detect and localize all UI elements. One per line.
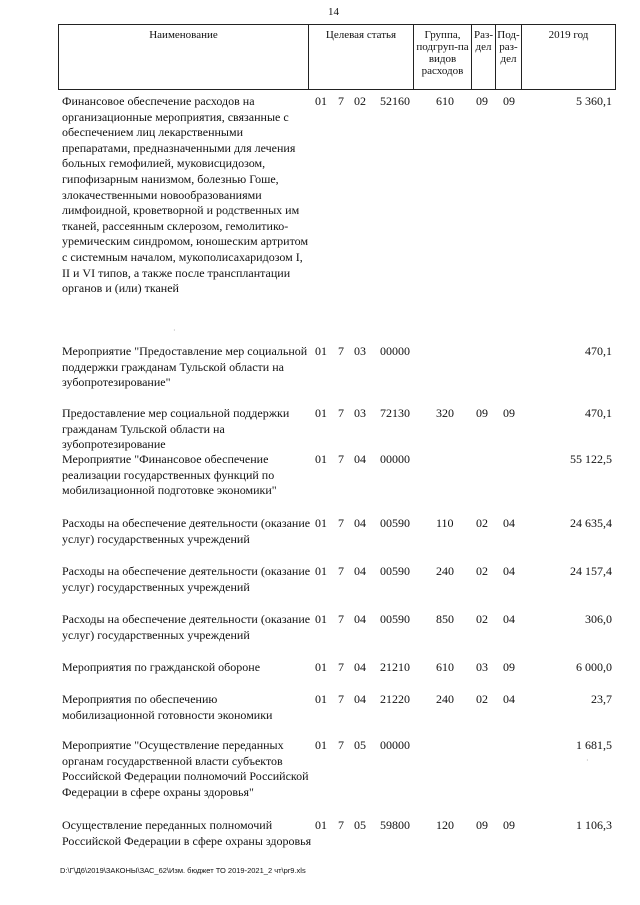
- target-code-direction: 00590: [380, 612, 410, 626]
- section-code: 09: [476, 818, 488, 832]
- section-code: 02: [476, 692, 488, 706]
- target-code-type: 7: [338, 738, 344, 752]
- subsection-code: 09: [503, 818, 515, 832]
- amount-2019: 23,7: [591, 692, 612, 706]
- target-code-program: 01: [315, 660, 327, 674]
- header-group: Группа, подгруп-па видов расходов: [413, 25, 471, 89]
- section-code: 09: [476, 94, 488, 108]
- target-code-type: 7: [338, 516, 344, 530]
- file-path-footer: D:\Г\Д6\2019\ЗАКОНЫ\ЗАС_62\Изм. бюджет ТО 2019-2021_2 чт\pr9.xls: [60, 866, 306, 875]
- expense-group: 120: [436, 818, 454, 832]
- row-name: Мероприятия по гражданской обороне: [62, 660, 261, 674]
- target-code-direction: 00590: [380, 564, 410, 578]
- target-code-program: 01: [315, 612, 327, 626]
- amount-2019: 6 000,0: [576, 660, 612, 674]
- amount-2019: 1 106,3: [576, 818, 612, 832]
- row-name: Расходы на обеспечение деятельности (оказание услуг) государственных учреждений: [62, 564, 311, 594]
- expense-group: 320: [436, 406, 454, 420]
- target-code-direction: 00590: [380, 516, 410, 530]
- scan-speck: ·: [173, 326, 176, 335]
- row-name: Мероприятие "Предоставление мер социальной поддержки гражданам Тульской области на зубопротезирование": [62, 344, 308, 390]
- amount-2019: 470,1: [585, 406, 612, 420]
- subsection-code: 04: [503, 612, 515, 626]
- target-code-direction: 00000: [380, 344, 410, 358]
- row-name: Мероприятие "Финансовое обеспечение реализации государственных функций по мобилизационной подготовке экономики": [62, 452, 277, 498]
- target-code-event: 04: [354, 612, 366, 626]
- subsection-code: 09: [503, 660, 515, 674]
- target-code-event: 02: [354, 94, 366, 108]
- target-code-event: 04: [354, 516, 366, 530]
- target-code-event: 03: [354, 344, 366, 358]
- target-code-program: 01: [315, 406, 327, 420]
- target-code-type: 7: [338, 564, 344, 578]
- scan-speck: ·: [586, 756, 589, 765]
- table-header: [58, 24, 616, 90]
- target-code-direction: 59800: [380, 818, 410, 832]
- amount-2019: 1 681,5: [576, 738, 612, 752]
- target-code-program: 01: [315, 516, 327, 530]
- target-code-program: 01: [315, 692, 327, 706]
- subsection-code: 04: [503, 564, 515, 578]
- target-code-direction: 21210: [380, 660, 410, 674]
- section-code: 02: [476, 516, 488, 530]
- target-code-type: 7: [338, 94, 344, 108]
- subsection-code: 04: [503, 692, 515, 706]
- amount-2019: 470,1: [585, 344, 612, 358]
- target-code-type: 7: [338, 612, 344, 626]
- target-code-program: 01: [315, 818, 327, 832]
- target-code-direction: 00000: [380, 452, 410, 466]
- amount-2019: 24 635,4: [570, 516, 612, 530]
- section-code: 02: [476, 612, 488, 626]
- expense-group: 240: [436, 564, 454, 578]
- target-code-direction: 52160: [380, 94, 410, 108]
- target-code-direction: 00000: [380, 738, 410, 752]
- target-code-event: 04: [354, 564, 366, 578]
- subsection-code: 04: [503, 516, 515, 530]
- section-code: 09: [476, 406, 488, 420]
- target-code-program: 01: [315, 344, 327, 358]
- target-code-event: 03: [354, 406, 366, 420]
- page-number: 14: [328, 6, 339, 18]
- target-code-direction: 72130: [380, 406, 410, 420]
- target-code-event: 05: [354, 738, 366, 752]
- target-code-event: 04: [354, 660, 366, 674]
- row-name: Расходы на обеспечение деятельности (оказание услуг) государственных учреждений: [62, 612, 311, 642]
- header-subsection: Под-раз-дел: [495, 25, 521, 89]
- target-code-program: 01: [315, 94, 327, 108]
- target-code-type: 7: [338, 344, 344, 358]
- header-name: Наименование: [58, 25, 308, 89]
- header-target: Целевая статья: [308, 25, 413, 89]
- amount-2019: 306,0: [585, 612, 612, 626]
- row-name: Мероприятие "Осуществление переданных органам государственной власти субъектов Российской Федерации полномочий Российской Федерации в сфере охраны здоровья": [62, 738, 309, 799]
- target-code-program: 01: [315, 738, 327, 752]
- header-year: 2019 год: [521, 25, 616, 89]
- target-code-event: 04: [354, 692, 366, 706]
- expense-group: 850: [436, 612, 454, 626]
- target-code-event: 04: [354, 452, 366, 466]
- expense-group: 110: [436, 516, 454, 530]
- target-code-type: 7: [338, 660, 344, 674]
- row-name: Финансовое обеспечение расходов на организационные мероприятия, связанные с обеспечением лиц лекарственными препаратами, предназначенными для лечения больных гемофилией, муковисцидозом, гипофизарным нанизмом, болезнью Гоше, злокачественными новообразованиями лимфоидной, кроветворной и родственных им тканей, рассеянным склерозом, гемолитико-уремическим синдромом, юношеским артритом с системным началом, мукополисахаридозом I, II и VI типов, а также после трансплантации органов и (или) тканей: [62, 94, 309, 296]
- row-name: Осуществление переданных полномочий Российской Федерации в сфере охраны здоровья: [62, 818, 312, 848]
- target-code-type: 7: [338, 692, 344, 706]
- expense-group: 610: [436, 94, 454, 108]
- target-code-type: 7: [338, 406, 344, 420]
- target-code-type: 7: [338, 452, 344, 466]
- amount-2019: 5 360,1: [576, 94, 612, 108]
- target-code-program: 01: [315, 564, 327, 578]
- target-code-type: 7: [338, 818, 344, 832]
- subsection-code: 09: [503, 406, 515, 420]
- target-code-direction: 21220: [380, 692, 410, 706]
- expense-group: 610: [436, 660, 454, 674]
- section-code: 03: [476, 660, 488, 674]
- header-section: Раз-дел: [471, 25, 495, 89]
- amount-2019: 55 122,5: [570, 452, 612, 466]
- subsection-code: 09: [503, 94, 515, 108]
- row-name: Предоставление мер социальной поддержки гражданам Тульской области на зубопротезирование: [62, 406, 290, 452]
- target-code-event: 05: [354, 818, 366, 832]
- section-code: 02: [476, 564, 488, 578]
- amount-2019: 24 157,4: [570, 564, 612, 578]
- expense-group: 240: [436, 692, 454, 706]
- row-name: Расходы на обеспечение деятельности (оказание услуг) государственных учреждений: [62, 516, 311, 546]
- row-name: Мероприятия по обеспечению мобилизационной готовности экономики: [62, 692, 273, 722]
- target-code-program: 01: [315, 452, 327, 466]
